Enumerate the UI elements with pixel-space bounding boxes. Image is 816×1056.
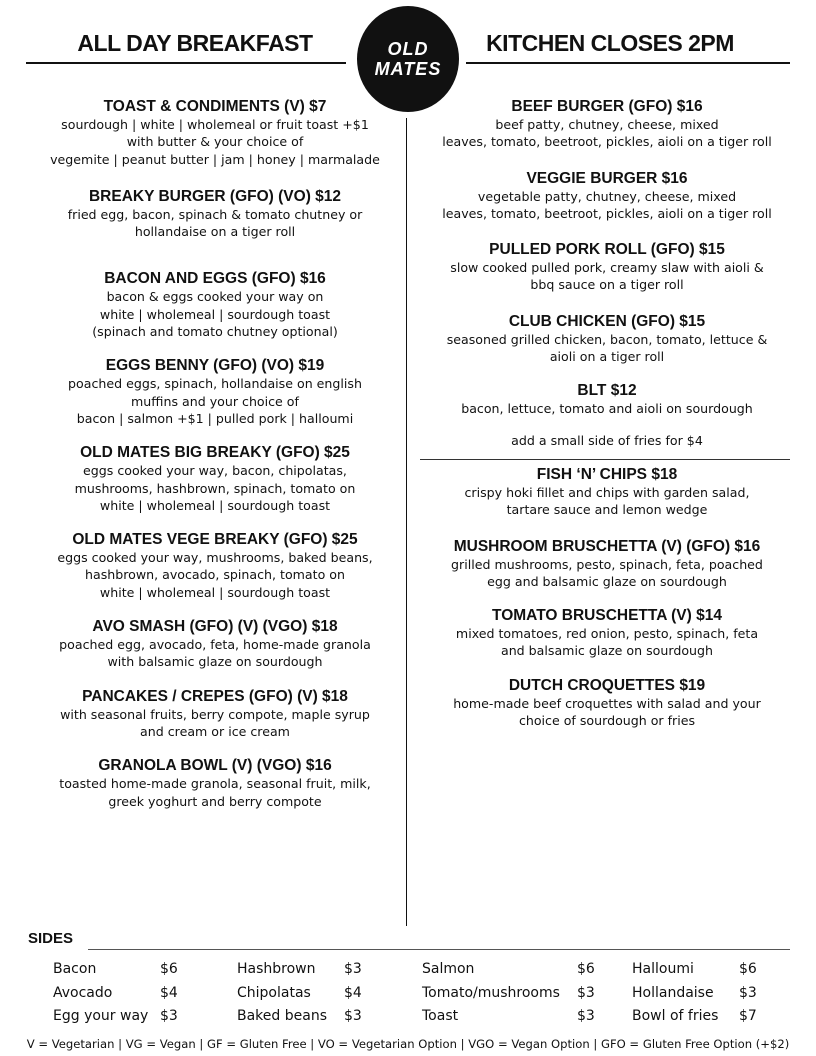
menu-item-description: slow cooked pulled pork, creamy slaw with aioli & [450,260,764,276]
side-price-bowl-of-fries: $7 [739,1008,757,1024]
menu-item-description: white | wholemeal | sourdough toast [99,497,331,513]
menu-item-description: poached egg, avocado, feta, home-made granola [59,637,371,653]
side-price-hollandaise: $3 [739,985,757,1001]
menu-item-description: and cream or ice cream [140,723,290,739]
menu-item-description: poached eggs, spinach, hollandaise on english [68,376,362,392]
menu-item-description: tartare sauce and lemon wedge [506,502,708,518]
breakfast-column [26,97,404,810]
side-name-tomato-mushrooms: Tomato/mushrooms [422,985,560,1001]
header-left-rule [26,62,346,64]
menu-item-name: OLD MATES VEGE BREAKY (GFO) $25 [72,531,358,549]
side-name-chipolatas: Chipolatas [237,985,311,1001]
header-right-rule [466,62,790,64]
menu-item-name: CLUB CHICKEN (GFO) $15 [508,312,706,330]
side-price-chipolatas: $4 [344,985,362,1001]
side-name-bowl-of-fries: Bowl of fries [632,1008,719,1024]
menu-item-name: BACON AND EGGS (GFO) $16 [104,270,326,288]
menu-item-breaky-burger-gfo-vo-12 [26,187,404,241]
menu-item-veggie-burger-16 [418,169,796,223]
side-price-tomato-mushrooms: $3 [577,985,595,1001]
side-price-baked-beans: $3 [344,1008,362,1024]
side-name-halloumi: Halloumi [632,961,694,977]
menu-item-description: mushrooms, hashbrown, spinach, tomato on [74,480,356,496]
menu-item-club-chicken-gfo-15 [418,312,796,366]
menu-item-description: fried egg, bacon, spinach & tomato chutney or [67,206,363,222]
side-name-hollandaise: Hollandaise [632,985,714,1001]
menu-item-description: egg and balsamic glaze on sourdough [487,573,727,589]
menu-item-name: BLT $12 [577,382,637,400]
menu-item-blt-12 [418,381,796,417]
menu-item-description: add a small side of fries for $4 [511,432,703,448]
side-price-bacon: $6 [160,961,178,977]
menu-item-bacon-and-eggs-gfo-16 [26,269,404,340]
dietary-legend: V = Vegetarian | VG = Vegan | GF = Gluten Free | VO = Vegetarian Option | VGO = Vegan Option | GFO = Gluten Free Option (+$2) [26,1037,790,1051]
menu-item-description: bacon, lettuce, tomato and aioli on sourdough [461,401,753,417]
menu-item-description: and balsamic glaze on sourdough [500,643,713,659]
menu-item-mushroom-bruschetta-v-gfo-16 [418,537,796,591]
side-name-bacon: Bacon [53,961,97,977]
side-price-hashbrown: $3 [344,961,362,977]
logo-line-2: MATES [374,59,442,79]
menu-item-fish-n-chips-18 [418,465,796,519]
menu-item-description: white | wholemeal | sourdough toast [99,584,331,600]
menu-item-name: PANCAKES / CREPES (GFO) (V) $18 [82,687,348,705]
menu-item-description: bacon | salmon +$1 | pulled pork | halloumi [76,410,354,426]
menu-item-description: with seasonal fruits, berry compote, maple syrup [60,706,370,722]
side-name-toast: Toast [422,1008,459,1024]
menu-item-name: GRANOLA BOWL (V) (VGO) $16 [98,757,332,775]
menu-item-description: vegemite | peanut butter | jam | honey | marmalade [50,151,380,167]
side-price-egg-your-way: $3 [160,1008,178,1024]
menu-item-description: grilled mushrooms, pesto, spinach, feta, poached [451,556,763,572]
menu-item-description: with butter & your choice of [126,134,304,150]
menu-item-name: TOMATO BRUSCHETTA (V) $14 [492,607,722,625]
menu-item-description: hashbrown, avocado, spinach, tomato on [85,567,345,583]
menu-item-description: bacon & eggs cooked your way on [106,289,324,305]
sides-rule [88,949,790,950]
menu-item-tomato-bruschetta-v-14 [418,606,796,660]
sides-title: SIDES [28,930,74,947]
side-price-toast: $3 [577,1008,595,1024]
side-price-avocado: $4 [160,985,178,1001]
menu-item-dutch-croquettes-19 [418,676,796,730]
menu-item-description: eggs cooked your way, bacon, chipolatas, [83,463,347,479]
menu-item-description: home-made beef croquettes with salad and your [453,695,761,711]
menu-item-description: hollandaise on a tiger roll [134,224,296,240]
menu-item-name: PULLED PORK ROLL (GFO) $15 [489,241,725,259]
menu-item-description: (spinach and tomato chutney optional) [92,324,338,340]
menu-item-beef-burger-gfo-16 [418,97,796,151]
menu-item-name: MUSHROOM BRUSCHETTA (V) (GFO) $16 [453,537,761,555]
menu-item-name: DUTCH CROQUETTES $19 [508,676,706,694]
side-price-salmon: $6 [577,961,595,977]
menu-item-name: EGGS BENNY (GFO) (VO) $19 [105,357,325,375]
menu-item-description: leaves, tomato, beetroot, pickles, aioli on a tiger roll [442,205,772,221]
menu-item-description: leaves, tomato, beetroot, pickles, aioli on a tiger roll [442,134,772,150]
menu-item-description: greek yoghurt and berry compote [108,793,322,809]
menu-item-description: seasoned grilled chicken, bacon, tomato, lettuce & [446,331,768,347]
fries-divider [420,459,790,460]
menu-item-name: OLD MATES BIG BREAKY (GFO) $25 [80,444,350,462]
menu-item-name: BEEF BURGER (GFO) $16 [511,98,703,115]
menu-item-description: eggs cooked your way, mushrooms, baked beans, [57,550,373,566]
side-name-egg-your-way: Egg your way [53,1008,149,1024]
menu-item-description: muffins and your choice of [131,393,299,409]
menu-item-description: crispy hoki fillet and chips with garden salad, [464,484,750,500]
logo-line-1: OLD [387,39,429,59]
menu-item-pulled-pork-roll-gfo-15 [418,240,796,294]
side-name-salmon: Salmon [422,961,475,977]
menu-item-name: FISH ‘N’ CHIPS $18 [536,465,678,483]
menu-item-description: choice of sourdough or fries [518,713,696,729]
side-name-hashbrown: Hashbrown [237,961,316,977]
column-divider [406,118,407,926]
lunch-column [418,97,796,729]
menu-item-pancakes-crepes-gfo-v-18 [26,687,404,741]
menu-item-name: VEGGIE BURGER $16 [526,169,688,187]
header-left-title: ALL DAY BREAKFAST [77,30,313,56]
side-name-baked-beans: Baked beans [237,1008,327,1024]
menu-item-name: AVO SMASH (GFO) (V) (VGO) $18 [92,618,338,636]
menu-item-description: sourdough | white | wholemeal or fruit toast +$1 [61,117,369,132]
menu-item-description: mixed tomatoes, red onion, pesto, spinach, feta [455,626,759,642]
menu-item-toast-condiments-v-7 [26,97,404,168]
side-price-halloumi: $6 [739,961,757,977]
menu-item-add-a-small-side-of-fries-for-4 [418,432,796,449]
menu-item-description: white | wholemeal | sourdough toast [99,306,331,322]
menu-item-description: toasted home-made granola, seasonal fruit, milk, [59,776,371,792]
menu-item-name: TOAST & CONDIMENTS (V) $7 [103,98,327,115]
menu-item-eggs-benny-gfo-vo-19 [26,356,404,427]
header-right-title: KITCHEN CLOSES 2PM [486,30,734,56]
side-name-avocado: Avocado [53,985,113,1001]
menu-item-description: aioli on a tiger roll [549,349,665,365]
menu-item-description: vegetable patty, chutney, cheese, mixed [477,188,737,204]
menu-item-old-mates-vege-breaky-gfo-25 [26,530,404,601]
menu-item-granola-bowl-v-vgo-16 [26,756,404,810]
menu-item-description: with balsamic glaze on sourdough [107,654,323,670]
menu-item-description: bbq sauce on a tiger roll [530,277,684,293]
menu-item-avo-smash-gfo-v-vgo-18 [26,617,404,671]
menu-item-description: beef patty, chutney, cheese, mixed [495,117,719,132]
menu-item-name: BREAKY BURGER (GFO) (VO) $12 [88,187,342,205]
menu-item-old-mates-big-breaky-gfo-25 [26,443,404,514]
